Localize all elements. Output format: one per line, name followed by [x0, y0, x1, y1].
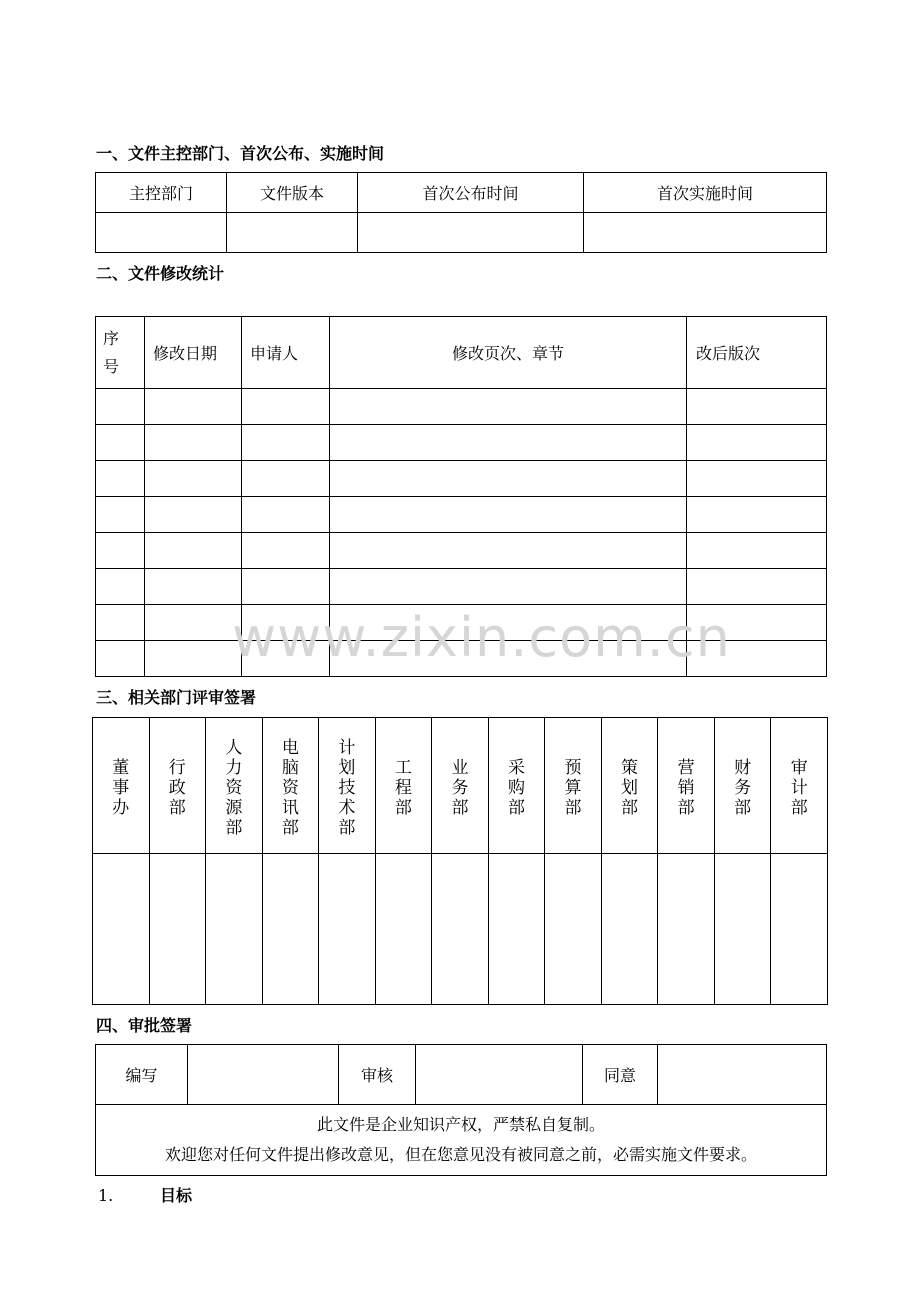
table-row: [96, 461, 827, 497]
notice-line2: 欢迎您对任何文件提出修改意见，但在您意见没有被同意之前，必需实施文件要求。: [164, 1145, 757, 1164]
table-cell: [330, 569, 687, 605]
header-revised-pages: 修改页次、章节: [330, 317, 687, 389]
department-header: 行政部: [149, 718, 206, 854]
table-cell: [145, 605, 242, 641]
label-review: 审核: [339, 1045, 416, 1105]
department-review-table: [92, 717, 828, 1005]
department-header: 营销部: [658, 718, 715, 854]
table-cell: [242, 569, 330, 605]
department-sign-cell: [375, 854, 432, 1005]
header-revise-date: 修改日期: [145, 317, 242, 389]
table-cell: [145, 497, 242, 533]
table-cell: [687, 533, 827, 569]
section3-title: 三、相关部门评审签署: [96, 688, 257, 707]
department-header: 人力资源部: [206, 718, 263, 854]
department-sign-cell: [714, 854, 771, 1005]
label-approve: 同意: [583, 1045, 658, 1105]
owner-dept-cell: [96, 213, 227, 253]
department-header: 董事办: [93, 718, 150, 854]
header-new-version: 改后版次: [687, 317, 827, 389]
table-cell: [96, 641, 145, 677]
table-cell: [242, 533, 330, 569]
header-file-version: 文件版本: [227, 173, 358, 213]
header-first-publish: 首次公布时间: [358, 173, 584, 213]
section1-title: 一、文件主控部门、首次公布、实施时间: [96, 144, 385, 163]
table-cell: [687, 569, 827, 605]
table-cell: [96, 605, 145, 641]
department-header: 电脑资讯部: [262, 718, 319, 854]
department-sign-cell: [319, 854, 376, 1005]
table-cell: [687, 389, 827, 425]
table-cell: [242, 461, 330, 497]
table-cell: [145, 641, 242, 677]
department-sign-cell: [93, 854, 150, 1005]
approve-sign-cell: [658, 1045, 827, 1105]
publish-info-table: [95, 172, 827, 253]
table-cell: [330, 389, 687, 425]
table-cell: [96, 461, 145, 497]
approval-table: [95, 1044, 827, 1176]
department-header: 计划技术部: [319, 718, 376, 854]
table-cell: [96, 533, 145, 569]
department-header: 工程部: [375, 718, 432, 854]
department-header: 预算部: [545, 718, 602, 854]
review-sign-cell: [416, 1045, 583, 1105]
table-row: [96, 389, 827, 425]
watermark: www.zixin.com.cn: [232, 606, 731, 669]
table-cell: [145, 569, 242, 605]
table-cell: [145, 389, 242, 425]
compile-sign-cell: [188, 1045, 339, 1105]
department-sign-cell: [545, 854, 602, 1005]
department-sign-cell: [149, 854, 206, 1005]
section4-title: 四、审批签署: [96, 1016, 193, 1035]
notice-cell: [96, 1105, 827, 1176]
table-cell: [145, 425, 242, 461]
table-cell: [145, 533, 242, 569]
header-first-implement: 首次实施时间: [584, 173, 827, 213]
list-label: 目标: [160, 1186, 193, 1205]
department-header: 业务部: [432, 718, 489, 854]
table-cell: [242, 497, 330, 533]
table-cell: [330, 533, 687, 569]
table-row: [96, 533, 827, 569]
department-sign-cell: [601, 854, 658, 1005]
department-sign-cell: [488, 854, 545, 1005]
department-sign-cell: [206, 854, 263, 1005]
header-owner-dept: 主控部门: [96, 173, 227, 213]
table-cell: [242, 389, 330, 425]
table-row: [96, 497, 827, 533]
first-implement-cell: [584, 213, 827, 253]
department-sign-cell: [658, 854, 715, 1005]
first-publish-cell: [358, 213, 584, 253]
label-compile: 编写: [96, 1045, 188, 1105]
table-cell: [96, 425, 145, 461]
table-cell: [687, 425, 827, 461]
table-cell: [96, 389, 145, 425]
table-cell: [145, 461, 242, 497]
header-seq-no: 序号: [96, 317, 145, 389]
table-row: [96, 569, 827, 605]
table-cell: [96, 497, 145, 533]
notice-line1: 此文件是企业知识产权，严禁私自复制。: [316, 1115, 605, 1134]
table-row: [96, 425, 827, 461]
file-version-cell: [227, 213, 358, 253]
list-number: 1.: [98, 1186, 114, 1205]
table-cell: [242, 425, 330, 461]
section2-title: 二、文件修改统计: [96, 264, 225, 283]
department-sign-cell: [771, 854, 828, 1005]
table-cell: [687, 497, 827, 533]
department-header: 策划部: [601, 718, 658, 854]
department-header: 采购部: [488, 718, 545, 854]
table-cell: [96, 569, 145, 605]
table-cell: [687, 461, 827, 497]
department-header: 财务部: [714, 718, 771, 854]
department-header: 审计部: [771, 718, 828, 854]
department-sign-cell: [262, 854, 319, 1005]
table-cell: [330, 497, 687, 533]
department-sign-cell: [432, 854, 489, 1005]
header-applicant: 申请人: [242, 317, 330, 389]
table-cell: [330, 461, 687, 497]
table-cell: [330, 425, 687, 461]
